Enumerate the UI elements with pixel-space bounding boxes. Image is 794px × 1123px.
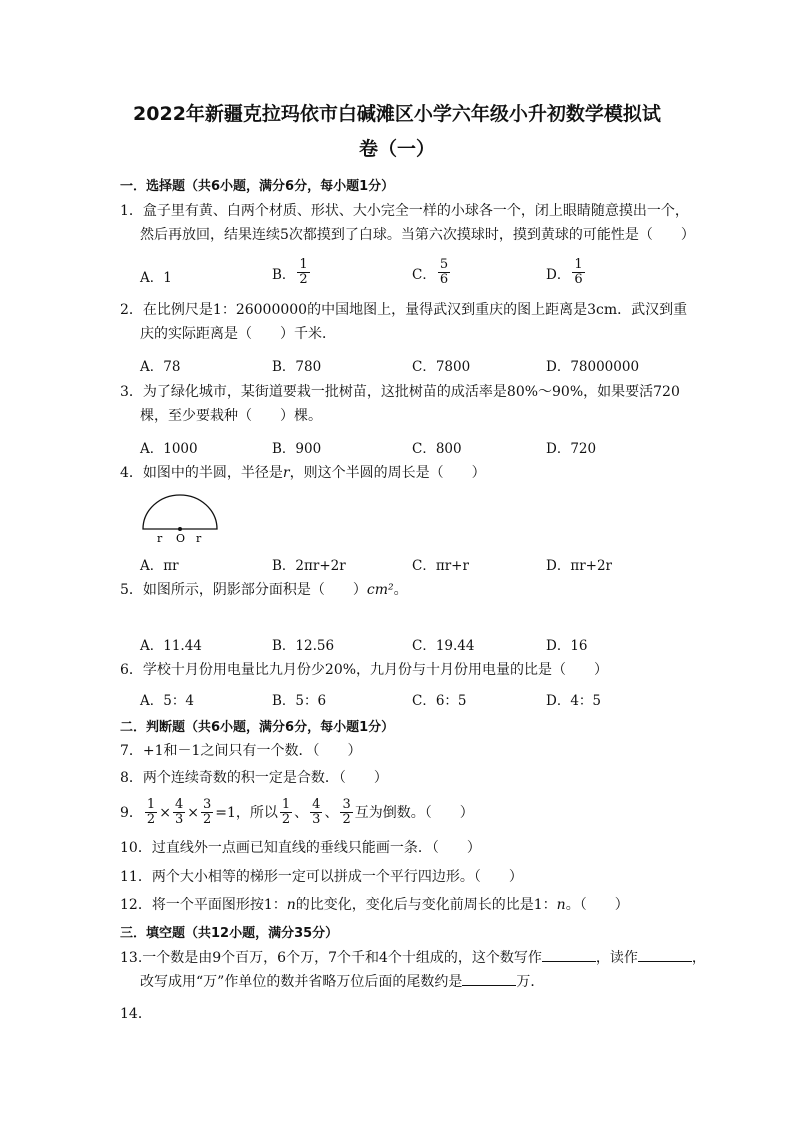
fraction-denominator: 2 — [202, 812, 212, 827]
option-d[interactable]: D．78000000 — [546, 359, 640, 375]
fraction — [280, 798, 292, 827]
fraction-numerator: 3 — [202, 797, 212, 812]
section-heading-judgement: 二．判断题（共6小题，满分6分，每小题1分） — [120, 720, 395, 735]
fraction-denominator: 3 — [174, 812, 184, 827]
option-a[interactable]: A．πr — [140, 558, 179, 574]
question-5-text: 5．如图所示，阴影部分面积是（ ） — [120, 582, 367, 598]
question-1 — [120, 199, 695, 247]
semicircle-figure — [140, 493, 220, 543]
question-12-text-mid: 的比变化，变化后与变化前周长的比是1： — [295, 897, 557, 913]
question-6: 6．学校十月份用电量比九月份少20%，九月份与十月份用电量的比是（ ） — [120, 662, 609, 678]
fraction-numerator: 4 — [312, 797, 321, 812]
option-d[interactable] — [546, 258, 587, 287]
question-4-text: 4．如图中的半圆，半径是 — [120, 465, 283, 481]
fraction-numerator: 1 — [146, 797, 156, 812]
fraction — [173, 798, 185, 827]
question-4 — [120, 461, 680, 485]
fraction — [145, 798, 157, 827]
center-label: O — [176, 532, 186, 543]
radius-label-right: r — [196, 532, 202, 543]
option-c[interactable]: C．19.44 — [412, 638, 475, 654]
question-5-text-end: 。 — [393, 582, 408, 598]
option-d[interactable]: D．4：5 — [546, 693, 602, 709]
option-b-prefix: B． — [272, 266, 296, 283]
option-c[interactable]: C．πr+r — [412, 558, 469, 574]
option-c[interactable]: C．800 — [412, 441, 462, 457]
variable-n: n — [286, 897, 296, 913]
option-b[interactable]: B．2πr+2r — [272, 558, 346, 574]
question-4-text-end: ，则这个半圆的周长是（ ） — [289, 465, 486, 481]
question-1-options — [140, 258, 680, 292]
question-12-text: 12．将一个平面图形按1： — [120, 897, 287, 913]
fraction-denominator: 2 — [281, 812, 291, 827]
option-d[interactable]: D．16 — [546, 638, 588, 654]
question-13-text-c: ， — [691, 950, 706, 966]
page-title-line2: 卷（一） — [358, 138, 435, 160]
question-8: 8．两个连续奇数的积一定是合数．（ ） — [120, 770, 388, 786]
question-2-line1: 2．在比例尺是1：26000000的中国地图上，量得武汉到重庆的图上距离是3cm．武汉到重 — [120, 302, 688, 318]
option-a[interactable]: A．11.44 — [140, 638, 202, 654]
fraction-denominator: 6 — [574, 272, 583, 287]
question-12-text-end: 。（ ） — [565, 897, 629, 913]
fraction — [310, 798, 322, 827]
question-1-line2: 然后再放回，结果连续5次都摸到了白球。当第六次摸球时，摸到黄球的可能性是（ ） — [140, 227, 695, 243]
option-a[interactable]: A．78 — [140, 359, 181, 375]
question-9 — [120, 798, 680, 827]
fraction — [438, 258, 450, 287]
question-3-line1: 3．为了绿化城市，某街道要栽一批树苗，这批树苗的成活率是80%～90%，如果要活720 — [120, 384, 680, 400]
question-10: 10．过直线外一点画已知直线的垂线只能画一条．（ ） — [120, 840, 481, 856]
fraction-denominator: 2 — [342, 812, 351, 827]
fraction — [572, 258, 584, 287]
question-3-line2: 棵，至少要栽种（ ）棵。 — [140, 408, 322, 424]
separator: 、 — [324, 804, 339, 821]
question-13-line2 — [120, 970, 680, 994]
option-c[interactable]: C．6：5 — [412, 693, 467, 709]
option-b[interactable] — [272, 258, 312, 287]
page-title-line1: 2022年新疆克拉玛依市白碱滩区小学六年级小升初数学模拟试 — [133, 103, 661, 125]
question-2 — [120, 298, 688, 346]
area-unit: cm² — [366, 582, 394, 598]
fraction — [201, 798, 213, 827]
question-13-line2-end: 万． — [516, 974, 545, 990]
fraction — [340, 798, 352, 827]
equation-text: =1，所以 — [215, 804, 278, 821]
option-a[interactable]: A．1000 — [140, 441, 198, 457]
question-14: 14． — [120, 1006, 152, 1022]
question-13-text: 13.一个数是由9个百万，6个万，7个千和4个十组成的，这个数写作 — [120, 950, 542, 966]
fraction-numerator: 1 — [281, 797, 291, 812]
fraction-numerator: 5 — [439, 257, 449, 272]
fraction-denominator: 6 — [439, 272, 449, 287]
fraction-denominator: 3 — [312, 812, 321, 827]
fraction-numerator: 3 — [342, 797, 351, 812]
fraction-numerator: 1 — [299, 257, 308, 272]
question-13 — [120, 946, 706, 994]
option-c-prefix: C． — [412, 266, 436, 283]
fraction-numerator: 1 — [574, 257, 583, 272]
variable-n: n — [556, 897, 566, 913]
question-5 — [120, 578, 680, 602]
question-3 — [120, 380, 680, 428]
question-1-line1: 1．盒子里有黄、白两个材质、形状、大小完全一样的小球各一个，闭上眼睛随意摸出一个， — [120, 203, 689, 219]
center-point — [178, 527, 182, 531]
question-7: 7．+1和－1之间只有一个数．（ ） — [120, 743, 362, 759]
semicircle-shape — [143, 495, 217, 529]
question-9-suffix: 互为倒数。（ ） — [354, 804, 474, 821]
fraction-numerator: 4 — [174, 797, 184, 812]
option-d[interactable]: D．πr+2r — [546, 558, 613, 574]
question-2-line2: 庆的实际距离是（ ）千米． — [140, 326, 336, 342]
option-a[interactable]: A．5：4 — [140, 693, 194, 709]
times-sign: × — [159, 804, 171, 821]
option-c[interactable] — [412, 258, 452, 287]
option-a-label: A．1 — [140, 270, 172, 286]
option-d[interactable]: D．720 — [546, 441, 597, 457]
fraction-denominator: 2 — [146, 812, 156, 827]
answer-blank[interactable] — [462, 971, 516, 986]
section-heading-choice: 一．选择题（共6小题，满分6分，每小题1分） — [120, 179, 395, 194]
option-b[interactable]: B．5：6 — [272, 693, 327, 709]
question-13-line2-text: 改写成用“万”作单位的数并省略万位后面的尾数约是 — [140, 974, 463, 990]
radius-label-left: r — [157, 532, 163, 543]
question-11: 11．两个大小相等的梯形一定可以拼成一个平行四边形。（ ） — [120, 869, 523, 885]
times-sign: × — [187, 804, 199, 821]
fraction — [297, 258, 309, 287]
question-13-text-b: ，读作 — [595, 950, 638, 966]
option-b[interactable]: B．900 — [272, 441, 322, 457]
option-d-prefix: D． — [546, 266, 571, 283]
option-b[interactable]: B．780 — [272, 359, 322, 375]
option-a[interactable] — [140, 266, 172, 286]
question-9-number: 9． — [120, 804, 143, 821]
option-b[interactable]: B．12.56 — [272, 638, 335, 654]
radius-variable: r — [282, 465, 290, 481]
separator: 、 — [294, 804, 309, 821]
answer-blank[interactable] — [638, 947, 692, 962]
section-heading-fill: 三．填空题（共12小题，满分35分） — [120, 926, 339, 941]
fraction-denominator: 2 — [299, 272, 308, 287]
question-12 — [120, 893, 680, 917]
option-c[interactable]: C．7800 — [412, 359, 471, 375]
answer-blank[interactable] — [542, 947, 596, 962]
